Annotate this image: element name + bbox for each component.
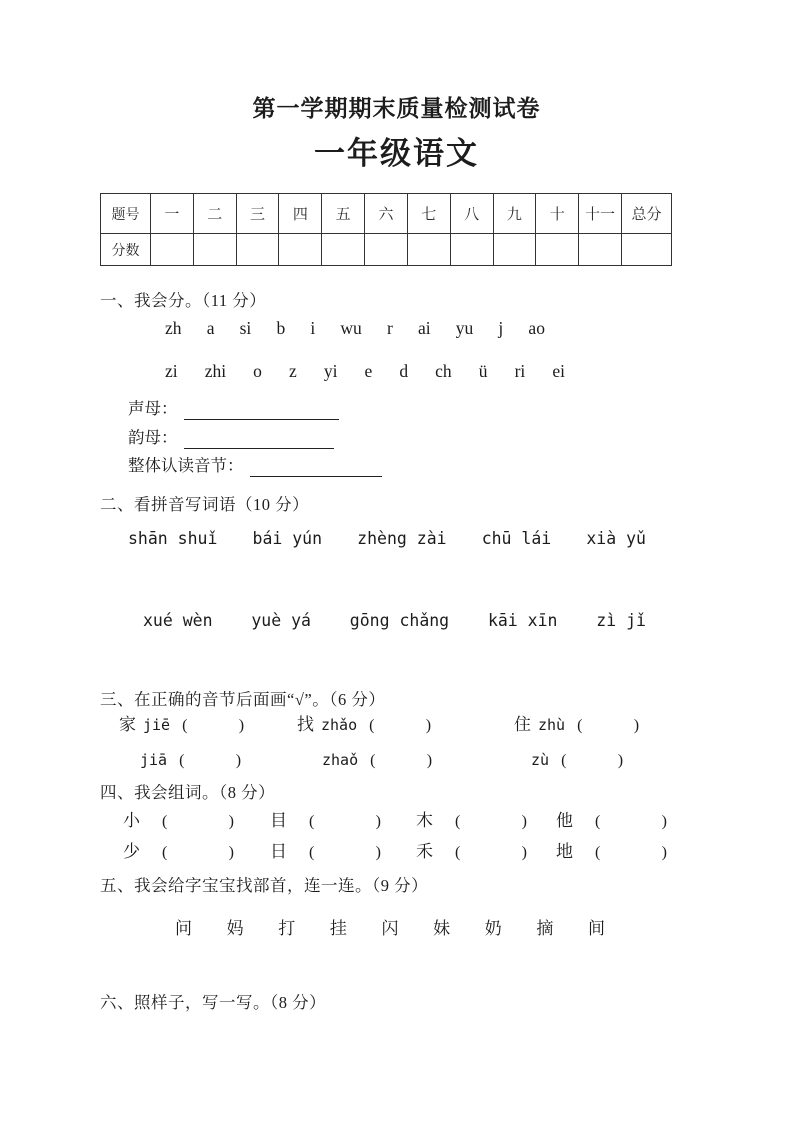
section6-heading: 六、照样子，写一写。（8 分） [100,993,327,1012]
score-cell [407,234,450,266]
answer-brackets [309,843,381,864]
paper-subtitle: 一年级语文 [314,136,479,171]
hanzi: 奶 [484,919,502,938]
pinyin-item: ri [514,361,526,381]
paren-open: ( [309,844,315,861]
paren-close: ) [661,844,667,861]
hanzi: 住 [514,715,531,734]
section1-pinyin-row1 [165,320,545,338]
section1-heading: 一、我会分。（11 分） [100,291,267,310]
score-cell [236,234,279,266]
answer-brackets [370,751,432,772]
paren-close: ) [228,813,234,830]
column-header: 九 [493,194,536,234]
pinyin-item: zi [165,361,178,381]
word-building-item [123,841,234,864]
pinyin-item: zhi [204,361,227,381]
word-building-item [416,841,527,864]
hanzi: 他 [556,811,573,830]
pinyin: zhǎo [321,716,358,734]
pinyin-word: zì jǐ [596,611,646,630]
column-header: 二 [193,194,236,234]
section2-pinyin-row2 [143,610,646,631]
pinyin: zhaǒ [322,751,359,769]
answer-brackets [595,812,667,833]
paren-open: ( [182,717,188,734]
pinyin-item: a [206,318,215,338]
column-header: 三 [236,194,279,234]
yunmu-label: 韵母： [128,428,178,447]
pinyin-item: ü [478,361,488,381]
pinyin: jiē [143,716,171,734]
word-building-item [270,841,381,864]
pinyin-item: d [399,361,409,381]
section2-heading: 二、看拼音写词语（10 分） [100,495,310,514]
hanzi: 地 [556,842,573,861]
column-header: 五 [322,194,365,234]
hanzi: 日 [270,842,287,861]
hanzi: 家 [119,715,136,734]
pinyin-item: j [498,318,504,338]
section1-pinyin-row2 [165,363,565,381]
syllable-choice [297,714,431,737]
answer-brackets [577,716,639,737]
section5-characters-row [175,914,605,939]
pinyin-item: yi [323,361,338,381]
paren-close: ) [661,813,667,830]
score-table-header-row [101,194,672,234]
hanzi: 挂 [329,919,347,938]
column-header: 七 [407,194,450,234]
pinyin: zù [531,751,550,769]
paren-open: ( [162,844,168,861]
section4-heading: 四、我会组词。（8 分） [100,783,276,802]
paren-close: ) [375,844,381,861]
section5-heading: 五、我会给字宝宝找部首，连一连。（9 分） [100,876,429,895]
hanzi: 打 [278,919,296,938]
section2-pinyin-row1 [128,528,646,549]
score-cell [279,234,322,266]
column-header: 十 [536,194,579,234]
answer-brackets [595,843,667,864]
pinyin-word: xià yǔ [586,529,646,548]
column-header: 一 [151,194,194,234]
syllable-choice [322,749,432,772]
answer-line [250,458,382,477]
syllable-choice [140,749,241,772]
column-header: 十一 [579,194,622,234]
score-cell [536,234,579,266]
paren-open: ( [595,844,601,861]
pinyin-word: gōng chǎng [349,611,450,630]
pinyin-item: ai [417,318,431,338]
paren-open: ( [309,813,315,830]
paren-open: ( [595,813,601,830]
hanzi: 少 [123,842,140,861]
pinyin-item: o [253,361,262,381]
score-table-score-row [101,234,672,266]
zhengti-label: 整体认读音节： [128,456,244,475]
score-cell [322,234,365,266]
answer-line [184,430,334,449]
pinyin-word: shān shuǐ [128,529,218,548]
shengmu-blank [128,399,339,420]
shengmu-label: 声母： [128,399,178,418]
pinyin-word: kāi xīn [487,611,558,630]
pinyin: jiā [140,751,168,769]
zhengti-blank [128,456,382,477]
paren-open: ( [455,844,461,861]
score-cell [365,234,408,266]
pinyin-item: z [288,361,297,381]
pinyin-item: r [386,318,393,338]
hanzi: 目 [270,811,287,830]
answer-brackets [369,716,431,737]
pinyin-word: chū lái [481,529,552,548]
yunmu-blank [128,428,334,449]
pinyin-item: ao [528,318,545,338]
score-cell [151,234,194,266]
word-building-item [556,810,667,833]
paren-close: ) [633,717,640,734]
paren-close: ) [521,813,527,830]
pinyin-item: e [364,361,373,381]
column-header: 总分 [622,194,672,234]
answer-brackets [309,812,381,833]
paren-close: ) [238,717,245,734]
paren-open: ( [455,813,461,830]
answer-brackets [182,716,244,737]
score-cell [493,234,536,266]
score-cell [450,234,493,266]
answer-brackets [162,812,234,833]
answer-brackets [561,751,623,772]
hanzi: 木 [416,811,433,830]
pinyin-item: i [310,318,316,338]
pinyin-item: ch [435,361,452,381]
score-cell [579,234,622,266]
pinyin-item: b [276,318,286,338]
paren-close: ) [235,752,242,769]
pinyin-item: si [239,318,252,338]
paren-open: ( [179,752,185,769]
hanzi: 小 [123,811,140,830]
paren-close: ) [375,813,381,830]
score-cell [622,234,672,266]
score-table-corner-label: 题号 [101,194,151,234]
syllable-choice [531,749,623,772]
hanzi: 问 [175,919,192,938]
word-building-item [556,841,667,864]
hanzi: 禾 [416,842,433,861]
paren-close: ) [425,717,432,734]
paren-close: ) [426,752,433,769]
hanzi: 摘 [536,919,554,938]
hanzi: 间 [588,919,605,938]
hanzi: 闪 [381,919,399,938]
pinyin-word: zhèng zài [357,529,447,548]
answer-brackets [179,751,241,772]
hanzi: 妈 [226,919,244,938]
answer-line [184,401,339,420]
pinyin-item: yu [455,318,474,338]
answer-brackets [455,812,527,833]
word-building-item [270,810,381,833]
column-header: 四 [279,194,322,234]
syllable-choice [514,714,639,737]
pinyin: zhù [538,716,566,734]
score-cell [193,234,236,266]
paren-open: ( [577,717,583,734]
paren-open: ( [370,752,376,769]
answer-brackets [162,843,234,864]
paren-open: ( [369,717,375,734]
word-building-item [416,810,527,833]
paren-close: ) [228,844,234,861]
hanzi: 妹 [433,919,451,938]
section3-heading: 三、在正确的音节后面画“√”。（6 分） [100,690,386,709]
pinyin-item: zh [165,318,182,338]
score-table [100,193,672,266]
paren-close: ) [617,752,624,769]
pinyin-item: ei [552,361,565,381]
pinyin-item: wu [340,318,362,338]
word-building-item [123,810,234,833]
pinyin-word: xué wèn [143,611,213,630]
paren-open: ( [561,752,567,769]
paren-close: ) [521,844,527,861]
score-row-label: 分数 [101,234,151,266]
column-header: 六 [365,194,408,234]
column-header: 八 [450,194,493,234]
syllable-choice [119,714,244,737]
pinyin-word: bái yún [252,529,323,548]
paren-open: ( [162,813,168,830]
pinyin-word: yuè yá [251,611,311,630]
hanzi: 找 [297,715,314,734]
answer-brackets [455,843,527,864]
paper-title: 第一学期期末质量检测试卷 [252,96,541,121]
